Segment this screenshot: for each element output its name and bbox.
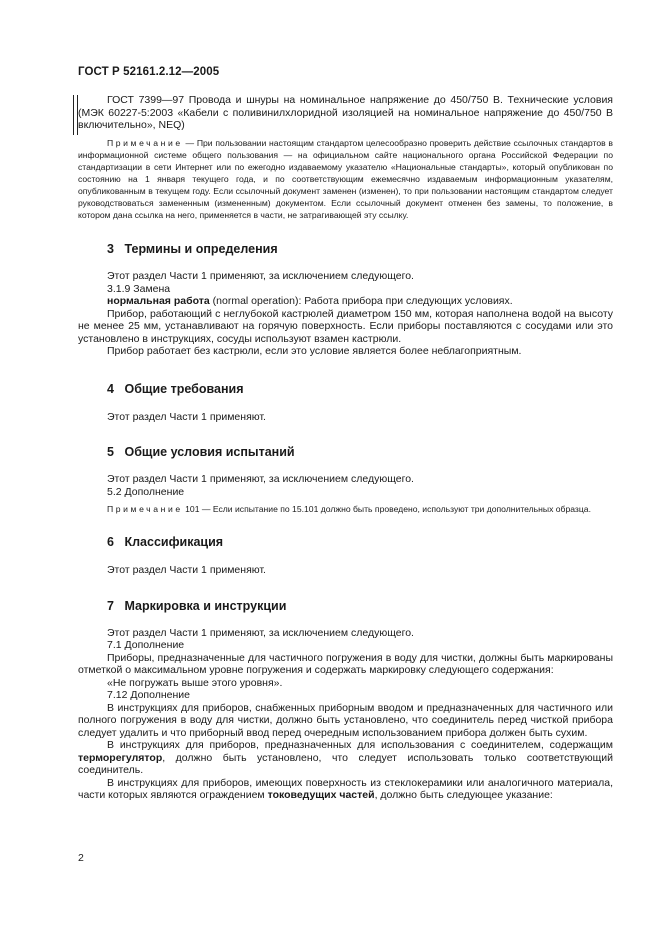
note-label: Примечание [107, 504, 183, 515]
clause-5-2: 5.2 Дополнение [107, 485, 185, 498]
term-text: (normal operation): Работа прибора при следующих условиях. [209, 295, 513, 308]
note-label: Примечание [107, 137, 183, 148]
section-7-paragraph: В инструкциях для приборов, снабженных приборным вводом и предназначенных для частичного или полного погружения в воду для чистки, должно быть установлено, что соединитель перед чисткой прибора следует удалить и что приборный ввод перед очередным использованием прибора должен быть сухим. [78, 701, 613, 739]
section-title: Термины и определения [124, 242, 278, 257]
section-5-heading [78, 445, 613, 459]
document-header: ГОСТ Р 52161.2.12—2005 [78, 66, 220, 78]
text-segment: В инструкциях для приборов, предназначенных для использования с соединителем, содержащим [107, 739, 613, 752]
section-7-paragraph: Приборы, предназначенные для частичного погружения в воду для чистки, должны быть маркированы отметкой о максимальном уровне погружения и содержать маркировку следующего содержания: [78, 651, 613, 677]
section-title: Общие требования [124, 381, 244, 396]
section-number: 6 [107, 535, 114, 550]
text-segment: , должно быть следующее указание: [374, 789, 553, 802]
page-content [78, 94, 613, 802]
note-paragraph [78, 137, 613, 222]
clause-7-12: 7.12 Дополнение [107, 689, 190, 702]
reference-gost-7399: ГОСТ 7399—97 Провода и шнуры на номинальное напряжение до 450/750 В. Технические условия (МЭК 60227-5:2003 «Кабели с поливинилхлоридной изоляцией на номинальное напряжение до 450/750 В включительно», NEQ) [78, 94, 613, 131]
clause-3-1-9: 3.1.9 Замена [107, 282, 171, 295]
note-text: 101 — Если испытание по 15.101 должно быть проведено, используют три дополнительных образца. [182, 504, 591, 515]
clause-7-1: 7.1 Дополнение [107, 639, 185, 652]
section-number: 3 [107, 242, 114, 257]
section-3-heading [78, 242, 613, 256]
section-4-heading [78, 382, 613, 396]
section-number: 4 [107, 381, 114, 396]
section-title: Общие условия испытаний [124, 445, 295, 460]
term-bold: нормальная работа [107, 295, 210, 308]
section-number: 7 [107, 598, 114, 613]
section-7-paragraph [78, 739, 613, 777]
marking-quote: «Не погружать выше этого уровня». [107, 676, 283, 689]
term-bold: токоведущих частей [267, 789, 375, 802]
term-definition [78, 295, 613, 308]
section-7-heading [78, 599, 613, 613]
page-number: 2 [78, 852, 84, 864]
section-7-paragraph: Этот раздел Части 1 применяют, за исключением следующего. [107, 626, 414, 639]
term-bold: терморегулятор [78, 751, 163, 764]
section-title: Маркировка и инструкции [124, 598, 287, 613]
section-6-heading [78, 535, 613, 549]
text-segment: , должно быть установлено, что следует использовать только соответствующий соединитель. [78, 751, 613, 777]
text-segment: В инструкциях для приборов, имеющих поверхность из стеклокерамики или аналогичного материала, части которых являются ограждением [78, 776, 613, 802]
note-text: — При пользовании настоящим стандартом целесообразно проверить действие ссылочных стандартов в информационной системе общего пользования — на официальном сайте национального органа Российской Федерации по стандартизации в сети Интернет или по ежегодно издаваемому указателю «Национальные стандарты», который опубликован по состоянию на 1 января текущего года, и по соответствующим ежемесячно издаваемым информационным указателям, опубликованным в текущем году. Если ссылочный документ заменен (изменен), то при пользовании настоящим стандартом следует руководствоваться замененным (измененным) документом. Если ссылочный документ отменен без замены, то положение, в котором дана ссылка на него, применяется в части, не затрагивающей эту ссылку. [78, 137, 613, 221]
section-3-paragraph: Прибор работает без кастрюли, если это условие является более неблагоприятным. [107, 345, 522, 358]
section-7-paragraph [78, 777, 613, 802]
section-number: 5 [107, 445, 114, 460]
section-3-paragraph: Прибор, работающий с неглубокой кастрюлей диаметром 150 мм, которая наполнена водой на высоту не менее 25 мм, устанавливают на горячую поверхность. Если приборы поставляются с сосудами или это установлено в инструкциях, сосуды используют взамен кастрюли. [78, 307, 613, 345]
section-3-paragraph: Этот раздел Части 1 применяют, за исключением следующего. [107, 270, 414, 283]
section-title: Классификация [124, 535, 224, 550]
section-6-paragraph: Этот раздел Части 1 применяют. [107, 564, 266, 577]
note-101 [78, 503, 613, 515]
section-5-paragraph: Этот раздел Части 1 применяют, за исключением следующего. [107, 473, 414, 486]
section-4-paragraph: Этот раздел Части 1 применяют. [107, 410, 266, 423]
